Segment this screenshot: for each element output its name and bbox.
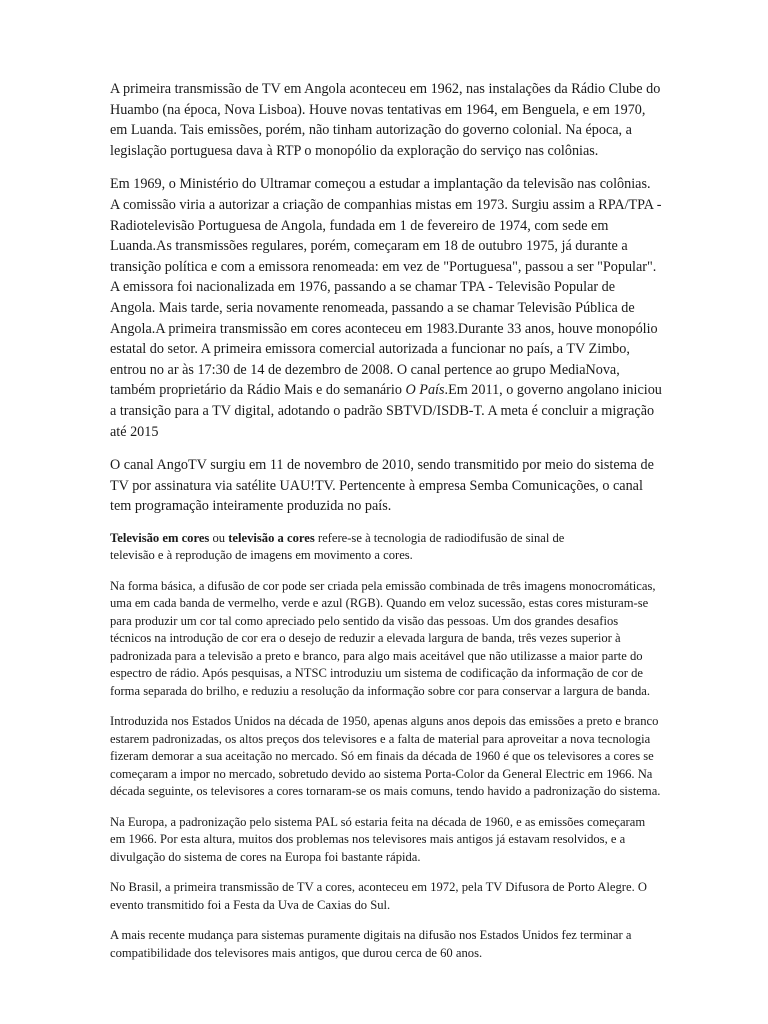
paragraph-europe: [110, 814, 662, 867]
paragraph-angotv: [110, 455, 662, 517]
text-segment: No Brasil, a primeira transmissão de TV a cores, aconteceu em 1972, pela TV Difusora de Porto Alegre. O evento transmitido foi a Festa da Uva de Caxias do Sul.: [110, 880, 647, 912]
paragraph-angola-first-broadcast: [110, 79, 662, 161]
text-segment: refere-se à tecnologia de radiodifusão de sinal de televisão e à reprodução de imagens em movimento a cores.: [110, 530, 565, 563]
document-page: [110, 79, 662, 975]
paragraph-united-states: [110, 713, 662, 801]
paragraph-brazil: [110, 879, 662, 914]
text-segment: ou: [209, 530, 229, 545]
bold-term: televisão a cores: [228, 530, 315, 545]
newspaper-title: O País: [405, 382, 445, 399]
paragraph-angola-tpa-history: [110, 174, 662, 442]
paragraph-digital-transition: [110, 927, 662, 962]
text-segment: Na Europa, a padronização pelo sistema PAL só estaria feita na década de 1960, e as emissões começaram em 1966. Por esta altura, muitos dos problemas nos televisores mais antigos já estavam resolvidos, e a divulgação do sistema de cores na Europa foi bastante rápida.: [110, 814, 646, 864]
text-segment: Em 1969, o Ministério do Ultramar começou a estudar a implantação da televisão nas colônias. A comissão viria a autorizar a criação de companhias mistas em 1973. Surgiu assim a RPA/TPA - Radiotelevisão Portuguesa de Angola, fundada em 1 de fevereiro de 1974, com sede em Luanda.As transmissões regulares, porém, começaram em 18 de outubro 1975, já durante a transição política e com a emissora renomeada: em vez de "Portuguesa", passou a ser "Popular". A emissora foi nacionalizada em 1976, passando a se chamar TPA - Televisão Popular de Angola. Mais tarde, seria novamente renomeada, passando a se chamar Televisão Pública de Angola.A primeira transmissão em cores aconteceu em 1983.Durante 33 anos, houve monopólio estatal do setor. A primeira emissora comercial autorizada a funcionar no país, a TV Zimbo, entrou no ar às 17:30 de 14 de dezembro de 2008. O canal pertence ao grupo MediaNova, também proprietário da Rádio Mais e do semanário: [110, 176, 662, 399]
text-segment: A mais recente mudança para sistemas puramente digitais na difusão nos Estados Unidos fez terminar a compatibilidade dos televisores mais antigos, que durou cerca de 60 anos.: [110, 928, 632, 960]
text-segment: Na forma básica, a difusão de cor pode ser criada pela emissão combinada de três imagens monocromáticas, uma em cada banda de vermelho, verde e azul (RGB). Quando em veloz sucessão, estas cores misturam-se para produzir um cor tal como apreciado pelo sentido da visão das pessoas. Um dos grandes desafios técnicos na introdução de cor era o desejo de reduzir a elevada largura de banda, três vezes superior à padronizada para a televisão a preto e branco, para algo mais aceitável que não utilizasse a maior parte do espectro de rádio. Após pesquisas, a NTSC introduziu um sistema de codificação da informação de cor de forma separada do brilho, e reduziu a resolução da informação sobre cor para conservar a largura de banda.: [110, 578, 656, 698]
text-segment: O canal AngoTV surgiu em 11 de novembro de 2010, sendo transmitido por meio do sistema de TV por assinatura via satélite UAU!TV. Pertencente à empresa Semba Comunicações, o canal tem programação inteiramente produzida no país.: [110, 457, 654, 515]
text-segment: .Em 2011, o governo angolano iniciou a transição para a TV digital, adotando o padrão SBTVD/ISDB-T. A meta é concluir a migração até 2015: [110, 382, 662, 440]
paragraph-color-basics: [110, 578, 662, 701]
text-segment: Introduzida nos Estados Unidos na década de 1950, apenas alguns anos depois das emissões a preto e branco estarem padronizadas, os altos preços dos televisores e a falta de material para aproveitar a nova tecnologia fizeram demorar a sua aceitação no mercado. Só em finais da década de 1960 é que os televisores a cores se começaram a impor no mercado, sobretudo devido ao sistema Porta-Color da General Electric em 1966. Na década seguinte, os televisores a cores tornaram-se os mais comuns, tendo havido a padronização do sistema.: [110, 714, 661, 799]
paragraph-color-tv-definition: [110, 530, 596, 565]
bold-term: Televisão em cores: [110, 530, 210, 545]
text-segment: A primeira transmissão de TV em Angola aconteceu em 1962, nas instalações da Rádio Clube do Huambo (na época, Nova Lisboa). Houve novas tentativas em 1964, em Benguela, e em 1970, em Luanda. Tais emissões, porém, não tinham autorização do governo colonial. Na época, a legislação portuguesa dava à RTP o monopólio da exploração do serviço nas colônias.: [110, 81, 661, 159]
